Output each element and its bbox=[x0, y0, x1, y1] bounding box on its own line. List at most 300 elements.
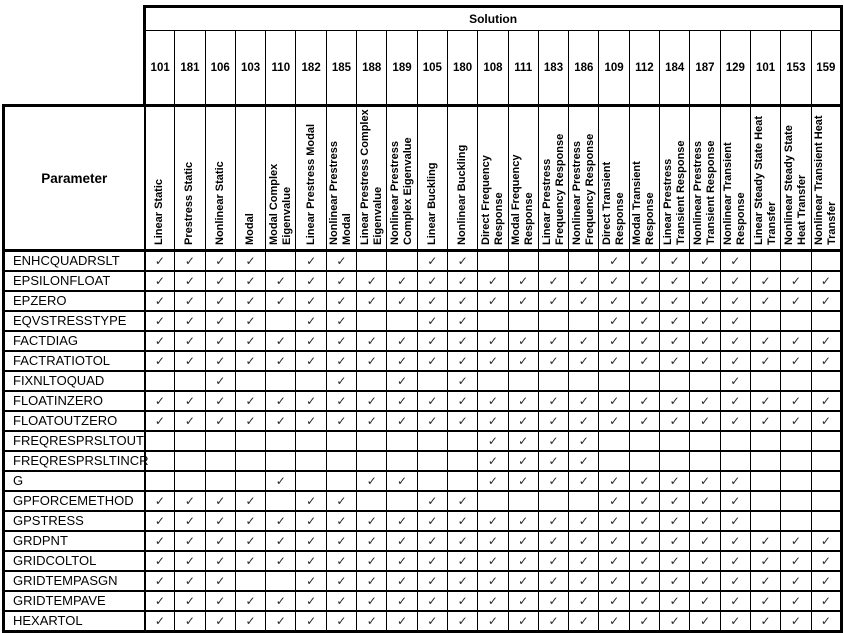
check-cell bbox=[750, 551, 780, 571]
solution-name-header bbox=[296, 106, 326, 251]
check-cell bbox=[538, 551, 568, 571]
check-icon: ✓ bbox=[275, 554, 286, 568]
check-icon: ✓ bbox=[487, 554, 498, 568]
check-icon: ✓ bbox=[669, 414, 680, 428]
check-icon: ✓ bbox=[518, 594, 529, 608]
check-cell bbox=[811, 331, 842, 351]
check-icon: ✓ bbox=[336, 334, 347, 348]
check-icon: ✓ bbox=[336, 514, 347, 528]
check-cell bbox=[750, 531, 780, 551]
check-cell bbox=[326, 531, 356, 551]
check-icon: ✓ bbox=[639, 394, 650, 408]
empty-cell bbox=[720, 451, 750, 471]
check-cell bbox=[296, 391, 326, 411]
check-cell bbox=[387, 571, 417, 591]
check-cell bbox=[205, 411, 235, 431]
check-icon: ✓ bbox=[790, 394, 801, 408]
empty-cell bbox=[417, 451, 447, 471]
check-icon: ✓ bbox=[790, 534, 801, 548]
empty-cell bbox=[599, 451, 629, 471]
check-cell bbox=[326, 511, 356, 531]
solution-header-row bbox=[4, 7, 842, 31]
check-cell bbox=[690, 391, 720, 411]
check-icon: ✓ bbox=[669, 394, 680, 408]
check-icon: ✓ bbox=[487, 334, 498, 348]
check-cell bbox=[569, 551, 599, 571]
empty-cell bbox=[538, 491, 568, 511]
empty-cell bbox=[235, 571, 265, 591]
check-icon: ✓ bbox=[820, 334, 831, 348]
check-cell bbox=[235, 391, 265, 411]
check-icon: ✓ bbox=[215, 254, 226, 268]
check-cell bbox=[387, 611, 417, 632]
check-cell bbox=[690, 531, 720, 551]
check-icon: ✓ bbox=[184, 414, 195, 428]
check-cell bbox=[508, 291, 538, 311]
empty-cell bbox=[811, 251, 842, 272]
check-cell bbox=[326, 351, 356, 371]
solution-name-header bbox=[750, 106, 780, 251]
empty-cell bbox=[781, 371, 811, 391]
check-cell bbox=[690, 571, 720, 591]
empty-cell bbox=[781, 491, 811, 511]
solution-number: 189 bbox=[387, 31, 417, 106]
check-icon: ✓ bbox=[639, 614, 650, 628]
check-icon: ✓ bbox=[790, 274, 801, 288]
parameter-name: FACTRATIOTOL bbox=[4, 351, 145, 371]
check-icon: ✓ bbox=[548, 474, 559, 488]
solution-name-label: Modal Transient Response bbox=[631, 161, 657, 245]
check-icon: ✓ bbox=[396, 574, 408, 588]
check-icon: ✓ bbox=[245, 514, 256, 528]
check-cell bbox=[145, 411, 175, 431]
check-cell bbox=[447, 611, 477, 632]
check-cell bbox=[478, 571, 508, 591]
check-cell bbox=[811, 611, 842, 632]
check-icon: ✓ bbox=[336, 574, 347, 588]
solution-name-header bbox=[478, 106, 508, 251]
check-cell bbox=[478, 331, 508, 351]
check-icon: ✓ bbox=[306, 254, 317, 268]
empty-cell bbox=[145, 471, 175, 491]
parameter-name: EPZERO bbox=[4, 291, 145, 311]
check-icon: ✓ bbox=[609, 514, 620, 528]
parameter-name: FLOATINZERO bbox=[4, 391, 145, 411]
check-icon: ✓ bbox=[820, 414, 831, 428]
check-icon: ✓ bbox=[396, 614, 408, 628]
solution-name-header bbox=[660, 106, 690, 251]
empty-cell bbox=[811, 311, 842, 331]
parameter-row bbox=[4, 371, 842, 391]
check-icon: ✓ bbox=[518, 474, 529, 488]
check-cell bbox=[175, 571, 205, 591]
empty-cell bbox=[750, 471, 780, 491]
check-cell bbox=[660, 551, 690, 571]
check-cell bbox=[357, 571, 387, 591]
check-cell bbox=[629, 591, 659, 611]
check-cell bbox=[326, 551, 356, 571]
check-icon: ✓ bbox=[215, 614, 226, 628]
empty-cell bbox=[357, 311, 387, 331]
check-cell bbox=[387, 271, 417, 291]
check-icon: ✓ bbox=[366, 334, 377, 348]
check-cell bbox=[417, 531, 447, 551]
check-icon: ✓ bbox=[548, 354, 559, 368]
check-icon: ✓ bbox=[730, 274, 741, 288]
check-icon: ✓ bbox=[306, 354, 317, 368]
check-cell bbox=[781, 611, 811, 632]
check-icon: ✓ bbox=[396, 374, 408, 388]
check-icon: ✓ bbox=[730, 414, 741, 428]
check-cell bbox=[357, 291, 387, 311]
check-cell bbox=[357, 391, 387, 411]
empty-cell bbox=[447, 431, 477, 451]
check-icon: ✓ bbox=[730, 554, 741, 568]
check-cell bbox=[629, 251, 659, 272]
check-icon: ✓ bbox=[336, 534, 347, 548]
empty-cell bbox=[599, 371, 629, 391]
check-cell bbox=[357, 511, 387, 531]
parameter-row bbox=[4, 451, 842, 471]
check-cell bbox=[750, 351, 780, 371]
check-icon: ✓ bbox=[518, 534, 529, 548]
empty-cell bbox=[357, 371, 387, 391]
check-icon: ✓ bbox=[306, 274, 317, 288]
check-icon: ✓ bbox=[215, 534, 226, 548]
parameter-row bbox=[4, 471, 842, 491]
empty-cell bbox=[781, 311, 811, 331]
check-icon: ✓ bbox=[578, 434, 589, 448]
parameter-name: EPSILONFLOAT bbox=[4, 271, 145, 291]
check-cell bbox=[750, 411, 780, 431]
solution-number: 109 bbox=[599, 31, 629, 106]
check-icon: ✓ bbox=[669, 334, 680, 348]
check-cell bbox=[235, 331, 265, 351]
parameter-row bbox=[4, 491, 842, 511]
check-icon: ✓ bbox=[578, 394, 589, 408]
check-cell bbox=[175, 351, 205, 371]
check-cell bbox=[781, 271, 811, 291]
parameter-name: FLOATOUTZERO bbox=[4, 411, 145, 431]
check-cell bbox=[175, 511, 205, 531]
check-icon: ✓ bbox=[518, 554, 529, 568]
check-icon: ✓ bbox=[548, 394, 559, 408]
check-icon: ✓ bbox=[396, 274, 408, 288]
check-icon: ✓ bbox=[336, 294, 347, 308]
solution-name-label: Linear Prestress Complex Eigenvalue bbox=[358, 109, 384, 245]
check-icon: ✓ bbox=[336, 314, 347, 328]
check-cell bbox=[599, 291, 629, 311]
parameter-row bbox=[4, 591, 842, 611]
check-icon: ✓ bbox=[215, 314, 226, 328]
check-cell bbox=[205, 491, 235, 511]
check-cell bbox=[357, 411, 387, 431]
solution-name-label: Nonlinear Static bbox=[213, 161, 226, 245]
solution-name-header bbox=[629, 106, 659, 251]
empty-cell bbox=[811, 431, 842, 451]
empty-cell bbox=[750, 371, 780, 391]
check-icon: ✓ bbox=[215, 334, 226, 348]
check-cell bbox=[235, 491, 265, 511]
check-icon: ✓ bbox=[760, 274, 771, 288]
check-cell bbox=[296, 331, 326, 351]
check-cell bbox=[629, 331, 659, 351]
check-cell bbox=[478, 591, 508, 611]
check-cell bbox=[357, 611, 387, 632]
check-cell bbox=[508, 591, 538, 611]
parameter-name: FIXNLTOQUAD bbox=[4, 371, 145, 391]
check-icon: ✓ bbox=[790, 294, 801, 308]
check-cell bbox=[781, 571, 811, 591]
check-icon: ✓ bbox=[366, 394, 377, 408]
empty-cell bbox=[387, 431, 417, 451]
check-icon: ✓ bbox=[730, 594, 741, 608]
check-icon: ✓ bbox=[730, 314, 741, 328]
check-icon: ✓ bbox=[487, 474, 498, 488]
solution-name-label: Nonlinear Buckling bbox=[456, 144, 469, 245]
check-icon: ✓ bbox=[548, 594, 559, 608]
check-icon: ✓ bbox=[184, 334, 195, 348]
empty-cell bbox=[508, 311, 538, 331]
check-cell bbox=[235, 271, 265, 291]
check-cell bbox=[720, 331, 750, 351]
check-icon: ✓ bbox=[639, 274, 650, 288]
check-icon: ✓ bbox=[457, 614, 468, 628]
check-cell bbox=[538, 351, 568, 371]
parameter-row bbox=[4, 431, 842, 451]
parameter-row bbox=[4, 391, 842, 411]
empty-cell bbox=[326, 451, 356, 471]
check-icon: ✓ bbox=[184, 314, 195, 328]
check-icon: ✓ bbox=[609, 474, 620, 488]
check-cell bbox=[690, 351, 720, 371]
check-icon: ✓ bbox=[669, 574, 680, 588]
check-cell bbox=[145, 291, 175, 311]
check-cell bbox=[175, 611, 205, 632]
check-icon: ✓ bbox=[487, 574, 498, 588]
check-icon: ✓ bbox=[487, 294, 498, 308]
check-cell bbox=[538, 331, 568, 351]
check-icon: ✓ bbox=[669, 554, 680, 568]
solution-name-label: Direct Transient Response bbox=[601, 161, 627, 245]
check-cell bbox=[417, 611, 447, 632]
check-icon: ✓ bbox=[154, 414, 165, 428]
solution-number: 111 bbox=[508, 31, 538, 106]
check-cell bbox=[629, 311, 659, 331]
check-icon: ✓ bbox=[760, 394, 771, 408]
solution-number: 101 bbox=[145, 31, 175, 106]
parameter-row bbox=[4, 531, 842, 551]
check-cell bbox=[538, 511, 568, 531]
check-icon: ✓ bbox=[154, 494, 165, 508]
empty-cell bbox=[266, 311, 296, 331]
empty-cell bbox=[750, 511, 780, 531]
check-cell bbox=[266, 411, 296, 431]
check-cell bbox=[478, 411, 508, 431]
check-icon: ✓ bbox=[518, 574, 529, 588]
solution-name-header bbox=[508, 106, 538, 251]
check-cell bbox=[326, 291, 356, 311]
check-cell bbox=[296, 531, 326, 551]
check-icon: ✓ bbox=[487, 354, 498, 368]
check-icon: ✓ bbox=[699, 574, 711, 588]
empty-cell bbox=[205, 471, 235, 491]
check-icon: ✓ bbox=[457, 494, 468, 508]
check-cell bbox=[538, 451, 568, 471]
check-cell bbox=[387, 411, 417, 431]
check-icon: ✓ bbox=[639, 314, 650, 328]
check-cell bbox=[660, 531, 690, 551]
check-icon: ✓ bbox=[639, 294, 650, 308]
solution-name-label: Linear Prestress Frequency Response bbox=[540, 133, 566, 245]
check-icon: ✓ bbox=[760, 354, 771, 368]
check-icon: ✓ bbox=[548, 334, 559, 348]
check-icon: ✓ bbox=[184, 274, 195, 288]
check-cell bbox=[357, 591, 387, 611]
check-cell bbox=[326, 331, 356, 351]
check-icon: ✓ bbox=[275, 594, 286, 608]
check-icon: ✓ bbox=[366, 474, 377, 488]
solution-name-header bbox=[811, 106, 842, 251]
check-icon: ✓ bbox=[396, 534, 408, 548]
check-cell bbox=[569, 291, 599, 311]
empty-cell bbox=[145, 431, 175, 451]
check-cell bbox=[447, 311, 477, 331]
check-cell bbox=[811, 391, 842, 411]
check-icon: ✓ bbox=[790, 334, 801, 348]
check-icon: ✓ bbox=[548, 454, 559, 468]
check-cell bbox=[296, 351, 326, 371]
solution-name-label: Nonlinear Prestress Frequency Response bbox=[570, 133, 596, 245]
check-cell bbox=[781, 291, 811, 311]
check-icon: ✓ bbox=[215, 514, 226, 528]
check-cell bbox=[660, 491, 690, 511]
check-cell bbox=[266, 351, 296, 371]
solution-name-label: Linear Static bbox=[153, 178, 166, 245]
parameter-row bbox=[4, 571, 842, 591]
check-cell bbox=[508, 571, 538, 591]
check-cell bbox=[660, 591, 690, 611]
empty-cell bbox=[569, 491, 599, 511]
check-icon: ✓ bbox=[245, 394, 256, 408]
check-icon: ✓ bbox=[306, 314, 317, 328]
check-icon: ✓ bbox=[609, 534, 620, 548]
check-cell bbox=[538, 411, 568, 431]
parameter-name: FREQRESPRSLTOUT bbox=[4, 431, 145, 451]
check-icon: ✓ bbox=[820, 574, 831, 588]
check-icon: ✓ bbox=[820, 354, 831, 368]
empty-cell bbox=[811, 491, 842, 511]
check-icon: ✓ bbox=[457, 414, 468, 428]
check-cell bbox=[569, 471, 599, 491]
check-icon: ✓ bbox=[457, 274, 468, 288]
check-icon: ✓ bbox=[760, 594, 771, 608]
check-icon: ✓ bbox=[215, 594, 226, 608]
check-cell bbox=[296, 511, 326, 531]
check-icon: ✓ bbox=[578, 274, 589, 288]
check-cell bbox=[205, 531, 235, 551]
solution-name-label: Linear Prestress Transient Response bbox=[661, 140, 687, 245]
empty-cell bbox=[296, 471, 326, 491]
empty-cell bbox=[266, 491, 296, 511]
check-icon: ✓ bbox=[760, 294, 771, 308]
check-cell bbox=[417, 551, 447, 571]
check-icon: ✓ bbox=[487, 594, 498, 608]
check-icon: ✓ bbox=[336, 554, 347, 568]
check-icon: ✓ bbox=[427, 534, 438, 548]
check-icon: ✓ bbox=[578, 454, 589, 468]
check-icon: ✓ bbox=[215, 294, 226, 308]
check-icon: ✓ bbox=[457, 534, 468, 548]
check-icon: ✓ bbox=[215, 394, 226, 408]
check-icon: ✓ bbox=[427, 394, 438, 408]
solution-name-row bbox=[4, 106, 842, 251]
check-cell bbox=[357, 351, 387, 371]
check-cell bbox=[175, 391, 205, 411]
check-icon: ✓ bbox=[487, 614, 498, 628]
empty-cell bbox=[508, 251, 538, 272]
check-cell bbox=[720, 611, 750, 632]
check-icon: ✓ bbox=[245, 494, 256, 508]
check-cell bbox=[569, 511, 599, 531]
check-cell bbox=[569, 271, 599, 291]
check-icon: ✓ bbox=[639, 254, 650, 268]
check-cell bbox=[326, 571, 356, 591]
check-cell bbox=[720, 351, 750, 371]
check-icon: ✓ bbox=[306, 514, 317, 528]
empty-cell bbox=[811, 371, 842, 391]
solution-name-label: Prestress Static bbox=[183, 161, 196, 245]
check-cell bbox=[599, 411, 629, 431]
check-icon: ✓ bbox=[639, 594, 650, 608]
parameter-name: GPFORCEMETHOD bbox=[4, 491, 145, 511]
check-icon: ✓ bbox=[427, 274, 438, 288]
check-icon: ✓ bbox=[578, 554, 589, 568]
check-icon: ✓ bbox=[215, 554, 226, 568]
check-cell bbox=[599, 491, 629, 511]
check-icon: ✓ bbox=[790, 554, 801, 568]
check-cell bbox=[599, 531, 629, 551]
check-cell bbox=[205, 371, 235, 391]
empty-cell bbox=[205, 451, 235, 471]
check-cell bbox=[781, 591, 811, 611]
check-cell bbox=[417, 491, 447, 511]
empty-cell bbox=[357, 451, 387, 471]
check-icon: ✓ bbox=[760, 574, 771, 588]
solution-name-label: Nonlinear Steady State Heat Transfer bbox=[782, 125, 808, 245]
check-icon: ✓ bbox=[790, 614, 801, 628]
solution-number: 159 bbox=[811, 31, 842, 106]
empty-cell bbox=[811, 471, 842, 491]
check-cell bbox=[326, 411, 356, 431]
check-cell bbox=[145, 571, 175, 591]
check-cell bbox=[235, 251, 265, 272]
check-icon: ✓ bbox=[609, 494, 620, 508]
check-cell bbox=[478, 611, 508, 632]
check-cell bbox=[296, 271, 326, 291]
check-icon: ✓ bbox=[366, 354, 377, 368]
check-icon: ✓ bbox=[518, 434, 529, 448]
check-icon: ✓ bbox=[578, 414, 589, 428]
check-icon: ✓ bbox=[396, 594, 408, 608]
check-icon: ✓ bbox=[245, 254, 256, 268]
check-cell bbox=[538, 571, 568, 591]
check-cell bbox=[781, 531, 811, 551]
check-icon: ✓ bbox=[790, 354, 801, 368]
check-icon: ✓ bbox=[457, 294, 468, 308]
check-icon: ✓ bbox=[184, 594, 195, 608]
solution-name-header bbox=[538, 106, 568, 251]
